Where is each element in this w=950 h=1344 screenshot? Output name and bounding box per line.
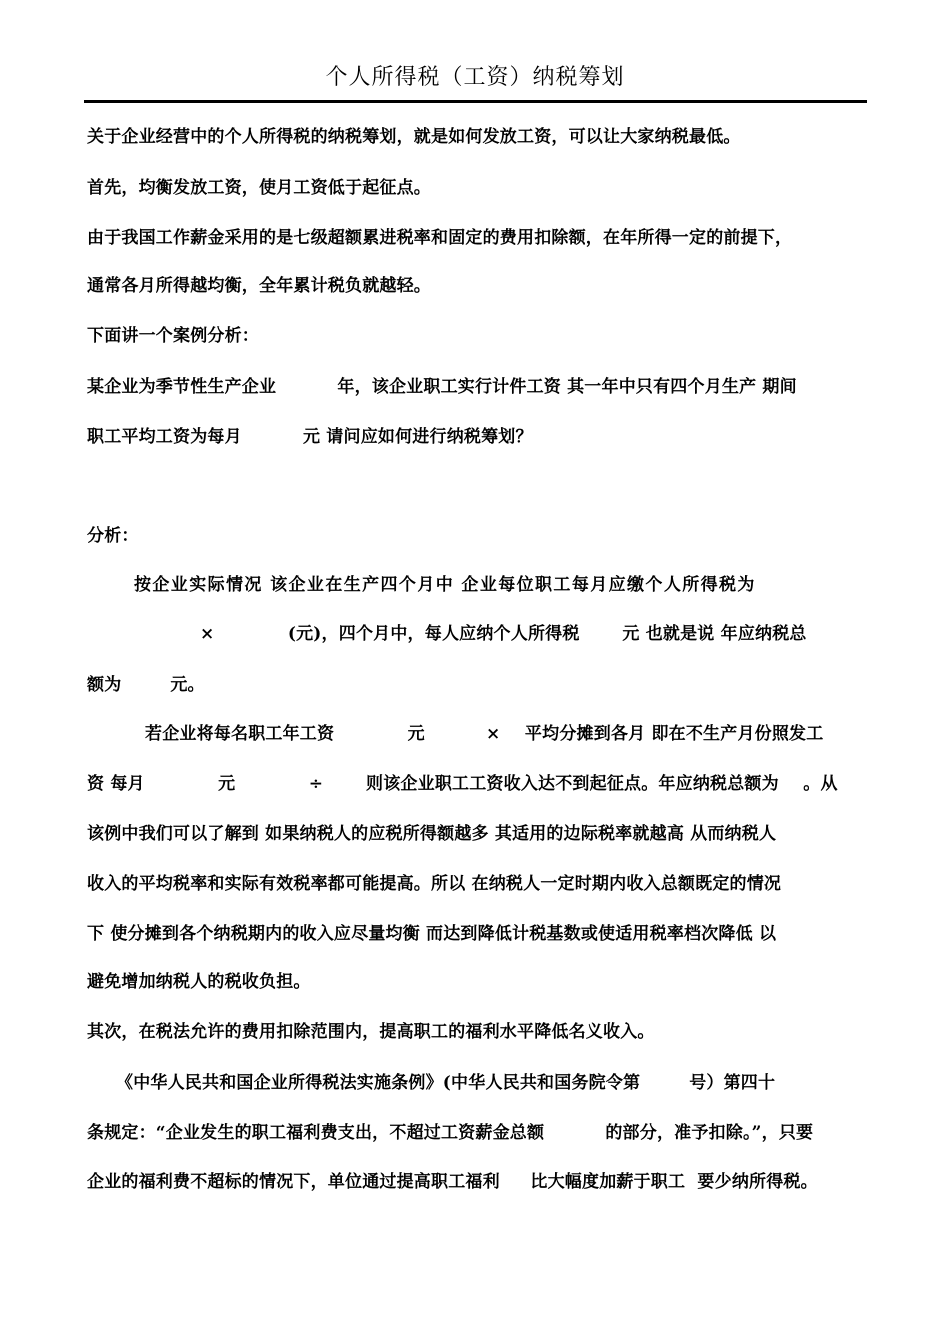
paragraph-line: 该例中我们可以了解到 如果纳税人的应税所得额越多 其适用的边际税率就越高 从而纳税人 [87,824,777,844]
paragraph-line: 避免增加纳税人的税收负担。 [87,972,311,992]
paragraph-line: 关于企业经营中的个人所得税的纳税筹划，就是如何发放工资，可以让大家纳税最低。 [87,127,741,147]
paragraph-line: 职工平均工资为每月 元 请问应如何进行纳税筹划？ [87,427,533,447]
paragraph-line: 按企业实际情况 该企业在生产四个月中 企业每位职工每月应缴个人所得税为 [134,575,756,595]
paragraph-line: 下面讲一个案例分析： [87,326,259,346]
paragraph-line: 通常各月所得越均衡，全年累计税负就越轻。 [87,276,431,296]
paragraph-line: 条规定：“企业发生的职工福利费支出，不超过工资薪金总额 的部分，准予扣除。”，只要 [87,1123,814,1143]
section-heading: 分析： [87,526,139,546]
paragraph-line: 企业的福利费不超标的情况下，单位通过提高职工福利 比大幅度加薪于职工 要少纳所得税。 [87,1172,818,1192]
paragraph-line: 下 使分摊到各个纳税期内的收入应尽量均衡 而达到降低计税基数或使适用税率档次降低 以 [87,924,777,944]
page-title: 个人所得税（工资）纳税筹划 [325,65,625,90]
paragraph-line: 收入的平均税率和实际有效税率都可能提高。所以 在纳税人一定时期内收入总额既定的情况 [87,874,782,894]
paragraph-line: × (元)，四个月中，每人应纳个人所得税 元 也就是说 年应纳税总 [200,624,807,644]
paragraph-line: 资 每月 元 ÷ 则该企业职工工资收入达不到起征点。年应纳税总额为 。从 [87,774,838,794]
paragraph-line: 《中华人民共和国企业所得税法实施条例》(中华人民共和国务院令第 号）第四十 [116,1073,776,1093]
paragraph-line: 某企业为季节性生产企业 年，该企业职工实行计件工资 其一年中只有四个月生产 期间 [87,377,797,397]
paragraph-line: 其次，在税法允许的费用扣除范围内，提高职工的福利水平降低名义收入。 [87,1022,655,1042]
paragraph-line: 额为 元。 [87,675,205,695]
paragraph-line: 首先，均衡发放工资，使月工资低于起征点。 [87,178,431,198]
paragraph-line: 由于我国工作薪金采用的是七级超额累进税率和固定的费用扣除额，在年所得一定的前提下， [87,228,793,248]
paragraph-line: 若企业将每名职工年工资 元 × 平均分摊到各月 即在不生产月份照发工 [145,724,824,744]
header-rule [84,100,867,103]
